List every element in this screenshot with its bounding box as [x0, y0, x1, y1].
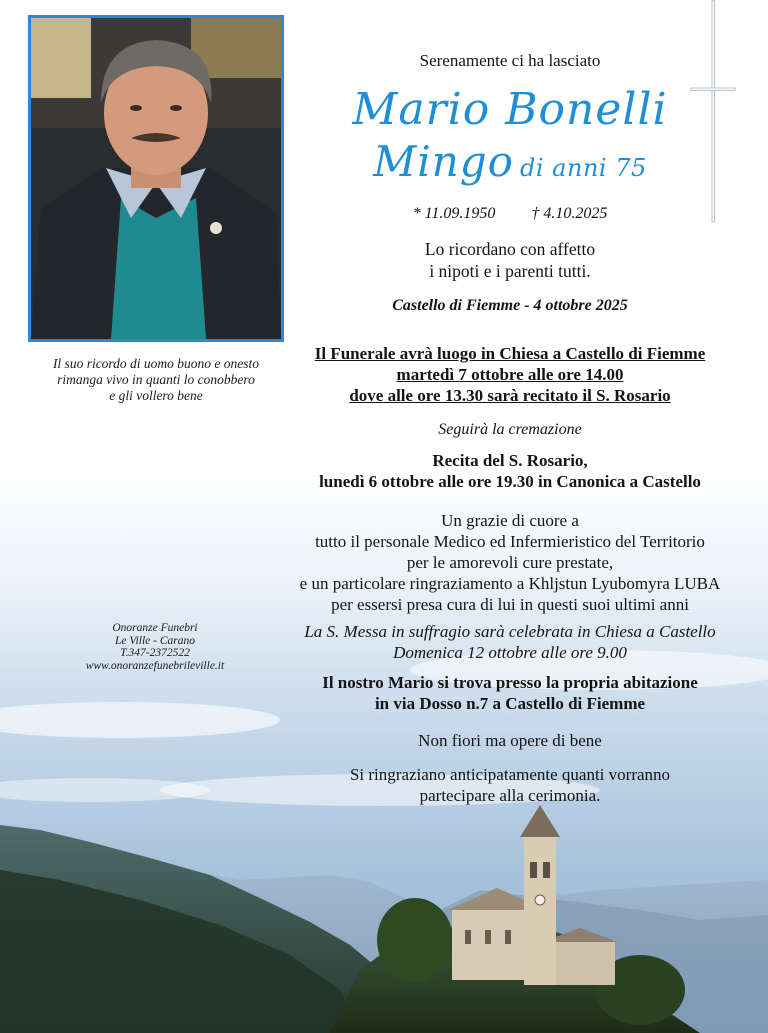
agency-location: Le Ville - Carano — [115, 634, 195, 647]
home-info: Il nostro Mario si trova presso la propria abitazione in via Dosso n.7 a Castello di Fiemme — [322, 673, 698, 713]
birth-date: * 11.09.1950 — [412, 205, 496, 222]
mass-info: La S. Messa in suffragio sarà celebrata in Chiesa a Castello Domenica 12 ottobre alle ore 9.00 — [304, 622, 716, 662]
intro-text: Serenamente ci ha lasciato — [419, 51, 601, 70]
remembered-by: Lo ricordano con affetto i nipoti e i parenti tutti. — [424, 239, 596, 281]
rosary-info: Recita del S. Rosario, lunedì 6 ottobre alle ore 19.30 in Canonica a Castello — [319, 451, 701, 491]
agency-phone: T.347-2372522 — [120, 647, 190, 659]
portrait-image — [31, 18, 281, 339]
funeral-info: Il Funerale avrà luogo in Chiesa a Castello di Fiemme martedì 7 ottobre alle ore 14.00 dove alle ore 13.30 sarà recitato il S. Rosario — [314, 344, 706, 405]
cremation-note: Seguirà la cremazione — [438, 421, 582, 438]
place-date: Castello di Fiemme - 4 ottobre 2025 — [392, 297, 628, 314]
funeral-agency — [60, 622, 250, 672]
photo-caption: Il suo ricordo di uomo buono e onesto rimanga vivo in quanti lo conobbero e gli vollero bene — [52, 356, 260, 403]
deceased-nickname-age — [260, 138, 760, 195]
life-dates — [260, 205, 760, 223]
deceased-name: Mario Bonelli — [352, 84, 668, 135]
agency-website: www.onoranzefunebrileville.it — [85, 659, 225, 672]
nickname: Mingo — [373, 137, 514, 186]
final-thanks: Si ringraziano anticipatamente quanti vorranno partecipare alla cerimonia. — [349, 765, 671, 805]
deceased-photo — [28, 15, 284, 342]
thanks-text: Un grazie di cuore a tutto il personale Medico ed Infermieristico del Territorio per le amorevoli cure prestate, e un particolare ringraziamento a Khljstun Lyubomyra LUBA per essersi presa cura di lui in questi suoi ultimi anni — [299, 511, 721, 614]
death-date: † 4.10.2025 — [531, 205, 608, 222]
flowers-note: Non fiori ma opere di bene — [418, 731, 602, 750]
agency-name: Onoranze Funebri — [112, 622, 198, 634]
age-text: di anni 75 — [520, 154, 647, 182]
